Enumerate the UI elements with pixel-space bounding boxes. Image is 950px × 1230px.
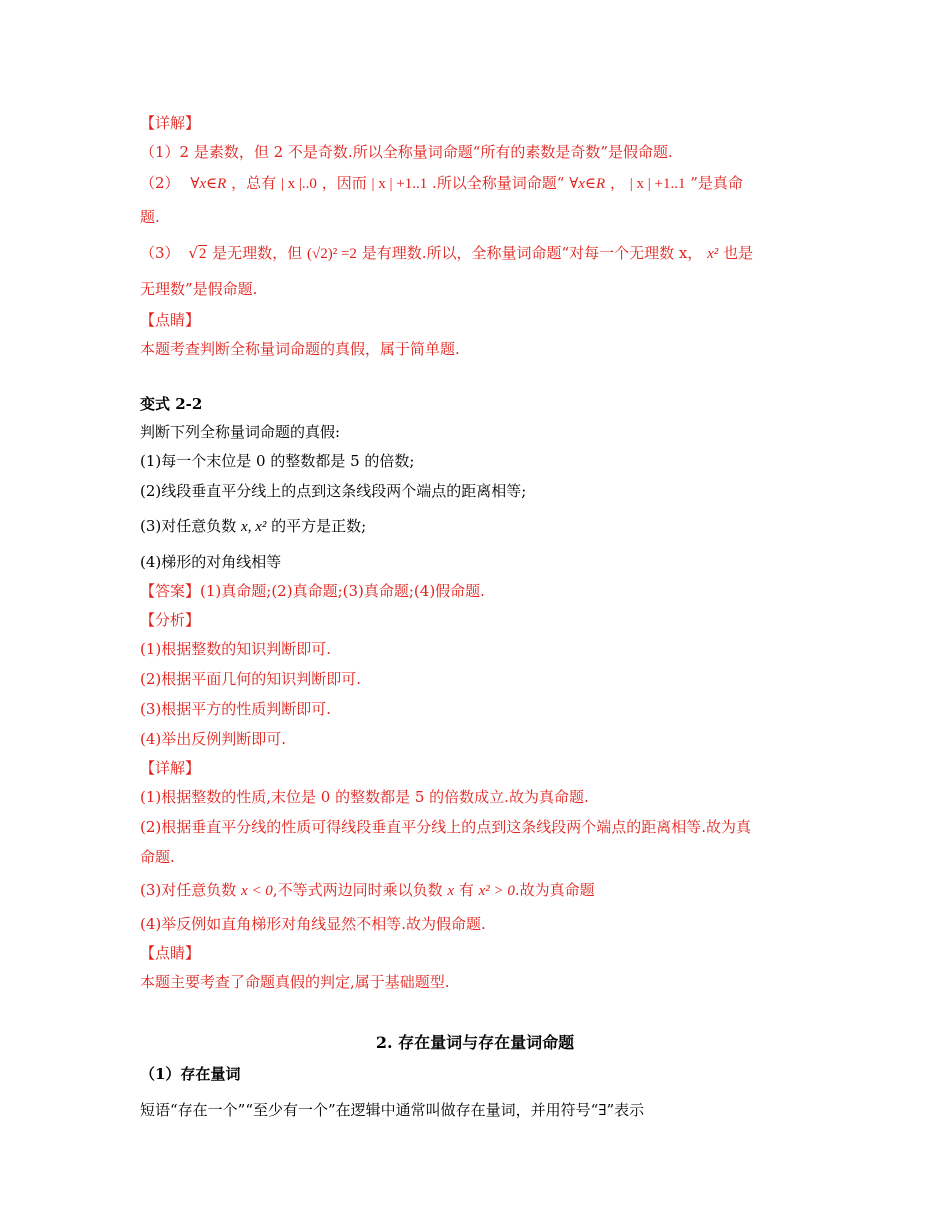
abs-expression-3: | x | +1..1 [629, 176, 686, 192]
exists-symbol: ∃ [598, 1103, 607, 1119]
solution-item-2-cont: 题. [140, 208, 160, 226]
detail-3-math-1: x < 0 [241, 883, 273, 899]
question-3: (3)对任意负数 x, x² 的平方是正数; [140, 517, 367, 535]
variant-point-text: 本题主要考查了命题真假的判定,属于基础题型. [140, 973, 450, 991]
abs-expression-2: | x | +1..1 [371, 176, 428, 192]
detail-1: (1)根据整数的性质,末位是 0 的整数都是 5 的倍数成立.故为真命题. [140, 788, 589, 806]
answer-line [140, 581, 485, 601]
analysis-1: (1)根据整数的知识判断即可. [140, 640, 332, 658]
analysis-2: (2)根据平面几何的知识判断即可. [140, 670, 362, 688]
detail-4: (4)举反例如直角梯形对角线显然不相等.故为假命题. [140, 915, 486, 933]
detail-2-cont: 命题. [140, 848, 175, 866]
solution-item-3-cont: 无理数”是假命题. [140, 280, 258, 298]
answer-text: (1)真命题;(2)真命题;(3)真命题;(4)假命题. [200, 582, 485, 600]
solution-item-3: （3） √2 是无理数，但 (√2)² =2 是有理数.所以，全称量词命题“对每一个无理数 x， x² 也是 [140, 244, 754, 262]
variant-detail-tag: 【详解】 [140, 759, 201, 777]
analysis-4: (4)举出反例判断即可. [140, 730, 287, 748]
analysis-tag: 【分析】 [140, 611, 201, 629]
question-2: (2)线段垂直平分线上的点到这条线段两个端点的距离相等; [140, 482, 527, 500]
solution-item-2: （2） ∀x∈R ，总有 | x |..0 ，因而 | x | +1..1 .所以全称量词命题“ ∀x∈R ， | x | +1..1 ”是真命 [140, 174, 743, 192]
variant-point-tag: 【点睛】 [140, 944, 201, 962]
variant-question: 判断下列全称量词命题的真假: [140, 423, 341, 441]
detail-3: (3)对任意负数 x < 0,不等式两边同时乘以负数 x 有 x² > 0.故为真命题 [140, 881, 595, 899]
forall-expression-2: ∀x∈R [569, 176, 606, 192]
subsection-heading: （1）存在量词 [140, 1065, 241, 1083]
x-squared: x² [707, 246, 719, 262]
answer-tag: 【答案】 [140, 582, 201, 600]
detail-3-math-3: x² > 0 [478, 883, 515, 899]
detail-tag: 【详解】 [140, 114, 201, 132]
point-text: 本题考查判断全称量词命题的真假，属于简单题. [140, 340, 460, 358]
solution-item-1: （1）2 是素数，但 2 不是奇数.所以全称量词命题“所有的素数是奇数”是假命题. [140, 143, 673, 161]
forall-expression: ∀x∈R [190, 176, 227, 192]
point-tag: 【点睛】 [140, 311, 201, 329]
section2-text: 短语“存在一个”“至少有一个”在逻辑中通常叫做存在量词，并用符号“∃”表示 [140, 1101, 645, 1119]
sqrt-two: √2 [188, 244, 207, 262]
sqrt-squared-expression: (√2)² =2 [306, 246, 357, 262]
section-heading: 2. 存在量词与存在量词命题 [375, 1033, 575, 1052]
variant-title: 变式 2-2 [140, 395, 203, 413]
abs-expression-1: | x |..0 [280, 176, 317, 192]
question-1: (1)每一个末位是 0 的整数都是 5 的倍数; [140, 452, 415, 470]
detail-2: (2)根据垂直平分线的性质可得线段垂直平分线上的点到这条线段两个端点的距离相等.故为真 [140, 818, 752, 836]
question-3-math: x, x² [241, 519, 267, 535]
detail-3-math-2: x [447, 883, 455, 899]
question-4: (4)梯形的对角线相等 [140, 553, 282, 571]
analysis-3: (3)根据平方的性质判断即可. [140, 700, 332, 718]
